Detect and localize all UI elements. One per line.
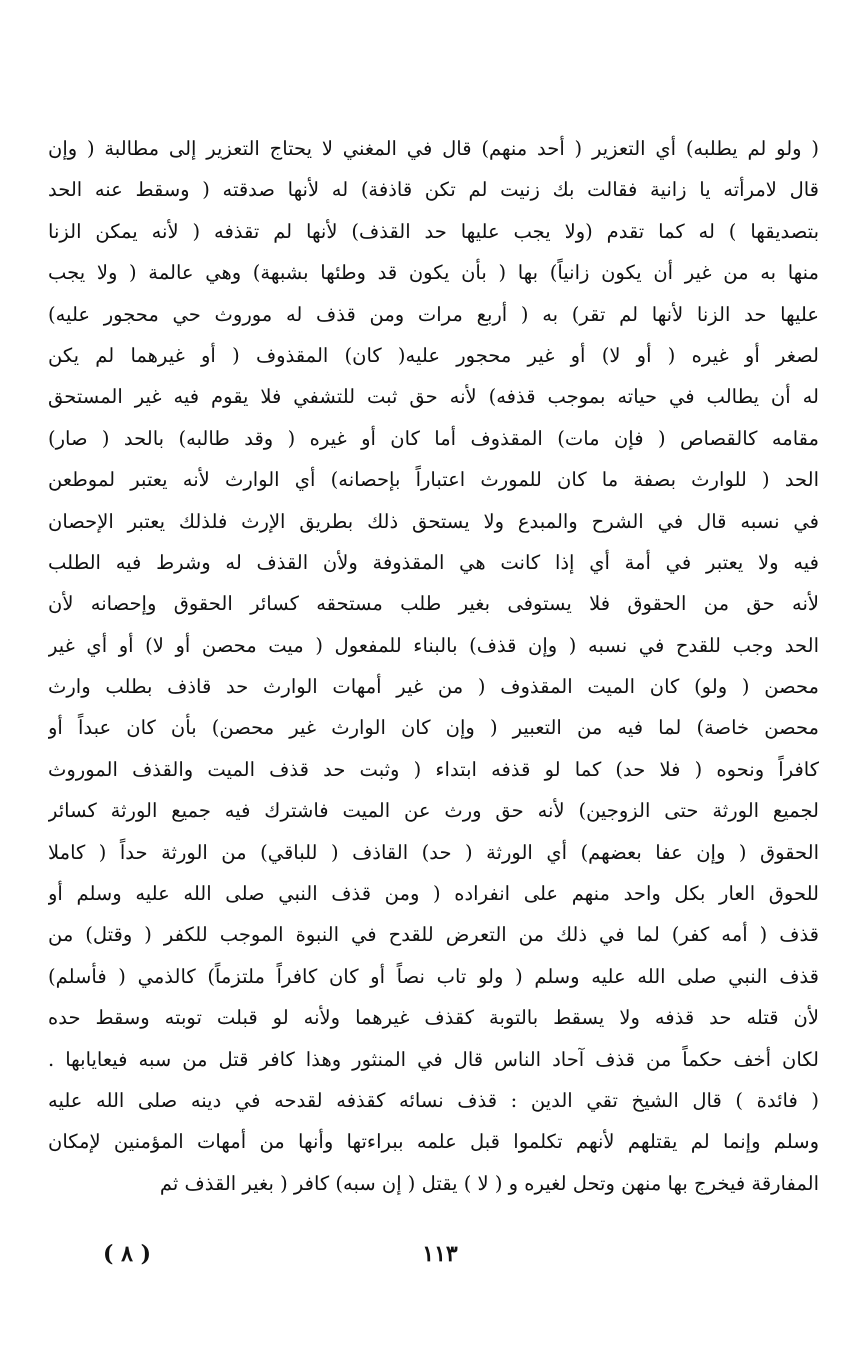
text-line: ( ولو لم يطلبه) أي التعزير ( أحد منهم) قال في المغني لا يحتاج التعزير إلى مطالبة ( وإن [48, 137, 819, 160]
page-number: ١١٣ [422, 1241, 458, 1267]
text-line: محصن ( ولو) كان الميت المقذوف ( من غير أمهات الوارث حد قاذف بطلب وارث [48, 675, 819, 699]
text-line: المفارقة فيخرج بها منهن وتحل لغيره و ( لا ) يقتل ( إن سبه) كافر ( بغير القذف ثم [159, 1171, 819, 1195]
text-line: محصن خاصة) لما فيه من التعبير ( وإن كان الوارث غير محصن) بأن كان عبداً أو [48, 716, 819, 740]
text-line: للحوق العار بكل واحد منهم على انفراده ( ومن قذف النبي صلى الله عليه وسلم أو [48, 882, 819, 906]
text-line: في نسبه قال في الشرح والمبدع ولا يستحق ذلك بطريق الإرث فلذلك يعتبر الإحصان [48, 509, 819, 533]
text-line: الحد وجب للقدح في نسبه ( وإن قذف) بالبناء للمفعول ( ميت محصن أو لا) أو أي غير [48, 633, 819, 657]
text-line: لجميع الورثة حتى الزوجين) لأنه حق ورث عن الميت فاشترك فيه جميع الورثة كسائر [48, 799, 819, 823]
body-text [48, 128, 819, 1204]
text-line: ( فائدة ) قال الشيخ تقي الدين : قذف نسائه كقذفه لقدحه في دينه صلى الله عليه [48, 1088, 819, 1112]
text-line: بتصديقها ) له كما تقدم (ولا يجب عليها حد القذف) لأنها لم تقذفه ( لأنه يمكن الزنا [48, 219, 819, 243]
text-line: لكان أخف حكماً من قذف آحاد الناس قال في المنثور وهذا كافر قتل من سبه فيعايابها . [48, 1047, 819, 1071]
signature-mark: ( ٨ ) [103, 1241, 151, 1267]
text-line: لصغر أو غيره ( أو لا) أو غير محجور عليه( كان) المقذوف ( أو غيرهما لم يكن [48, 343, 819, 367]
text-line: الحد ( للوارث بصفة ما كان للمورث اعتباراً بإحصانه) أي الوارث لأنه يعتبر لموطعن [48, 468, 819, 492]
text-line: قال لامرأته يا زانية فقالت بك زنيت لم تكن قاذفة) له لأنها صدقته ( وسقط عنه الحد [48, 178, 819, 202]
text-line: فيه ولا يعتبر في أمة أي إذا كانت هي المقذوفة ولأن القذف له وشرط فيه الطلب [48, 550, 819, 574]
text-line: لأن قتله حد قذفه ولا يسقط بالتوبة كقذف غيرهما ولأنه لو قبلت توبته وسقط حده [48, 1006, 819, 1030]
text-line: لأنه حق من الحقوق فلا يستوفى بغير طلب مستحقه كسائر الحقوق وإحصانه لأن [48, 592, 819, 616]
text-line: قذف النبي صلى الله عليه وسلم ( ولو تاب نصاً أو كان كافراً ملتزماً) كالذمي ( فأسلم) [48, 964, 819, 988]
text-line: وسلم وإنما لم يقتلهم لأنهم تكلموا قبل علمه ببراءتها وأنها من أمهات المؤمنين لإمكان [48, 1130, 819, 1154]
text-line: قذف ( أمه كفر) لما في ذلك من التعرض للقدح في النبوة الموجب للكفر ( وقتل) من [48, 923, 819, 947]
text-line: كافراً ونحوه ( فلا حد) كما لو قذفه ابتداء ( وثبت حد قذف الميت والقذف الموروث [48, 757, 819, 781]
text-line: عليها حد الزنا لأنها لم تقر) به ( أربع مرات ومن قذف له موروث حي محجور عليه) [48, 302, 819, 326]
text-line: الحقوق ( وإن عفا بعضهم) أي الورثة ( حد) القاذف ( للباقي) من الورثة حداً ( كاملا [48, 840, 819, 864]
text-line: مقامه كالقصاص ( فإن مات) المقذوف أما كان أو غيره ( وقد طالبه) بالحد ( صار) [48, 426, 819, 450]
text-line: له أن يطالب في حياته بموجب قذفه) لأنه حق ثبت للتشفي فلا يقوم فيه غير المستحق [48, 385, 819, 409]
text-line: منها به من غير أن يكون زانياً) بها ( بأن يكون قد وطئها بشبهة) وهي عالمة ( ولا يجب [48, 261, 819, 285]
